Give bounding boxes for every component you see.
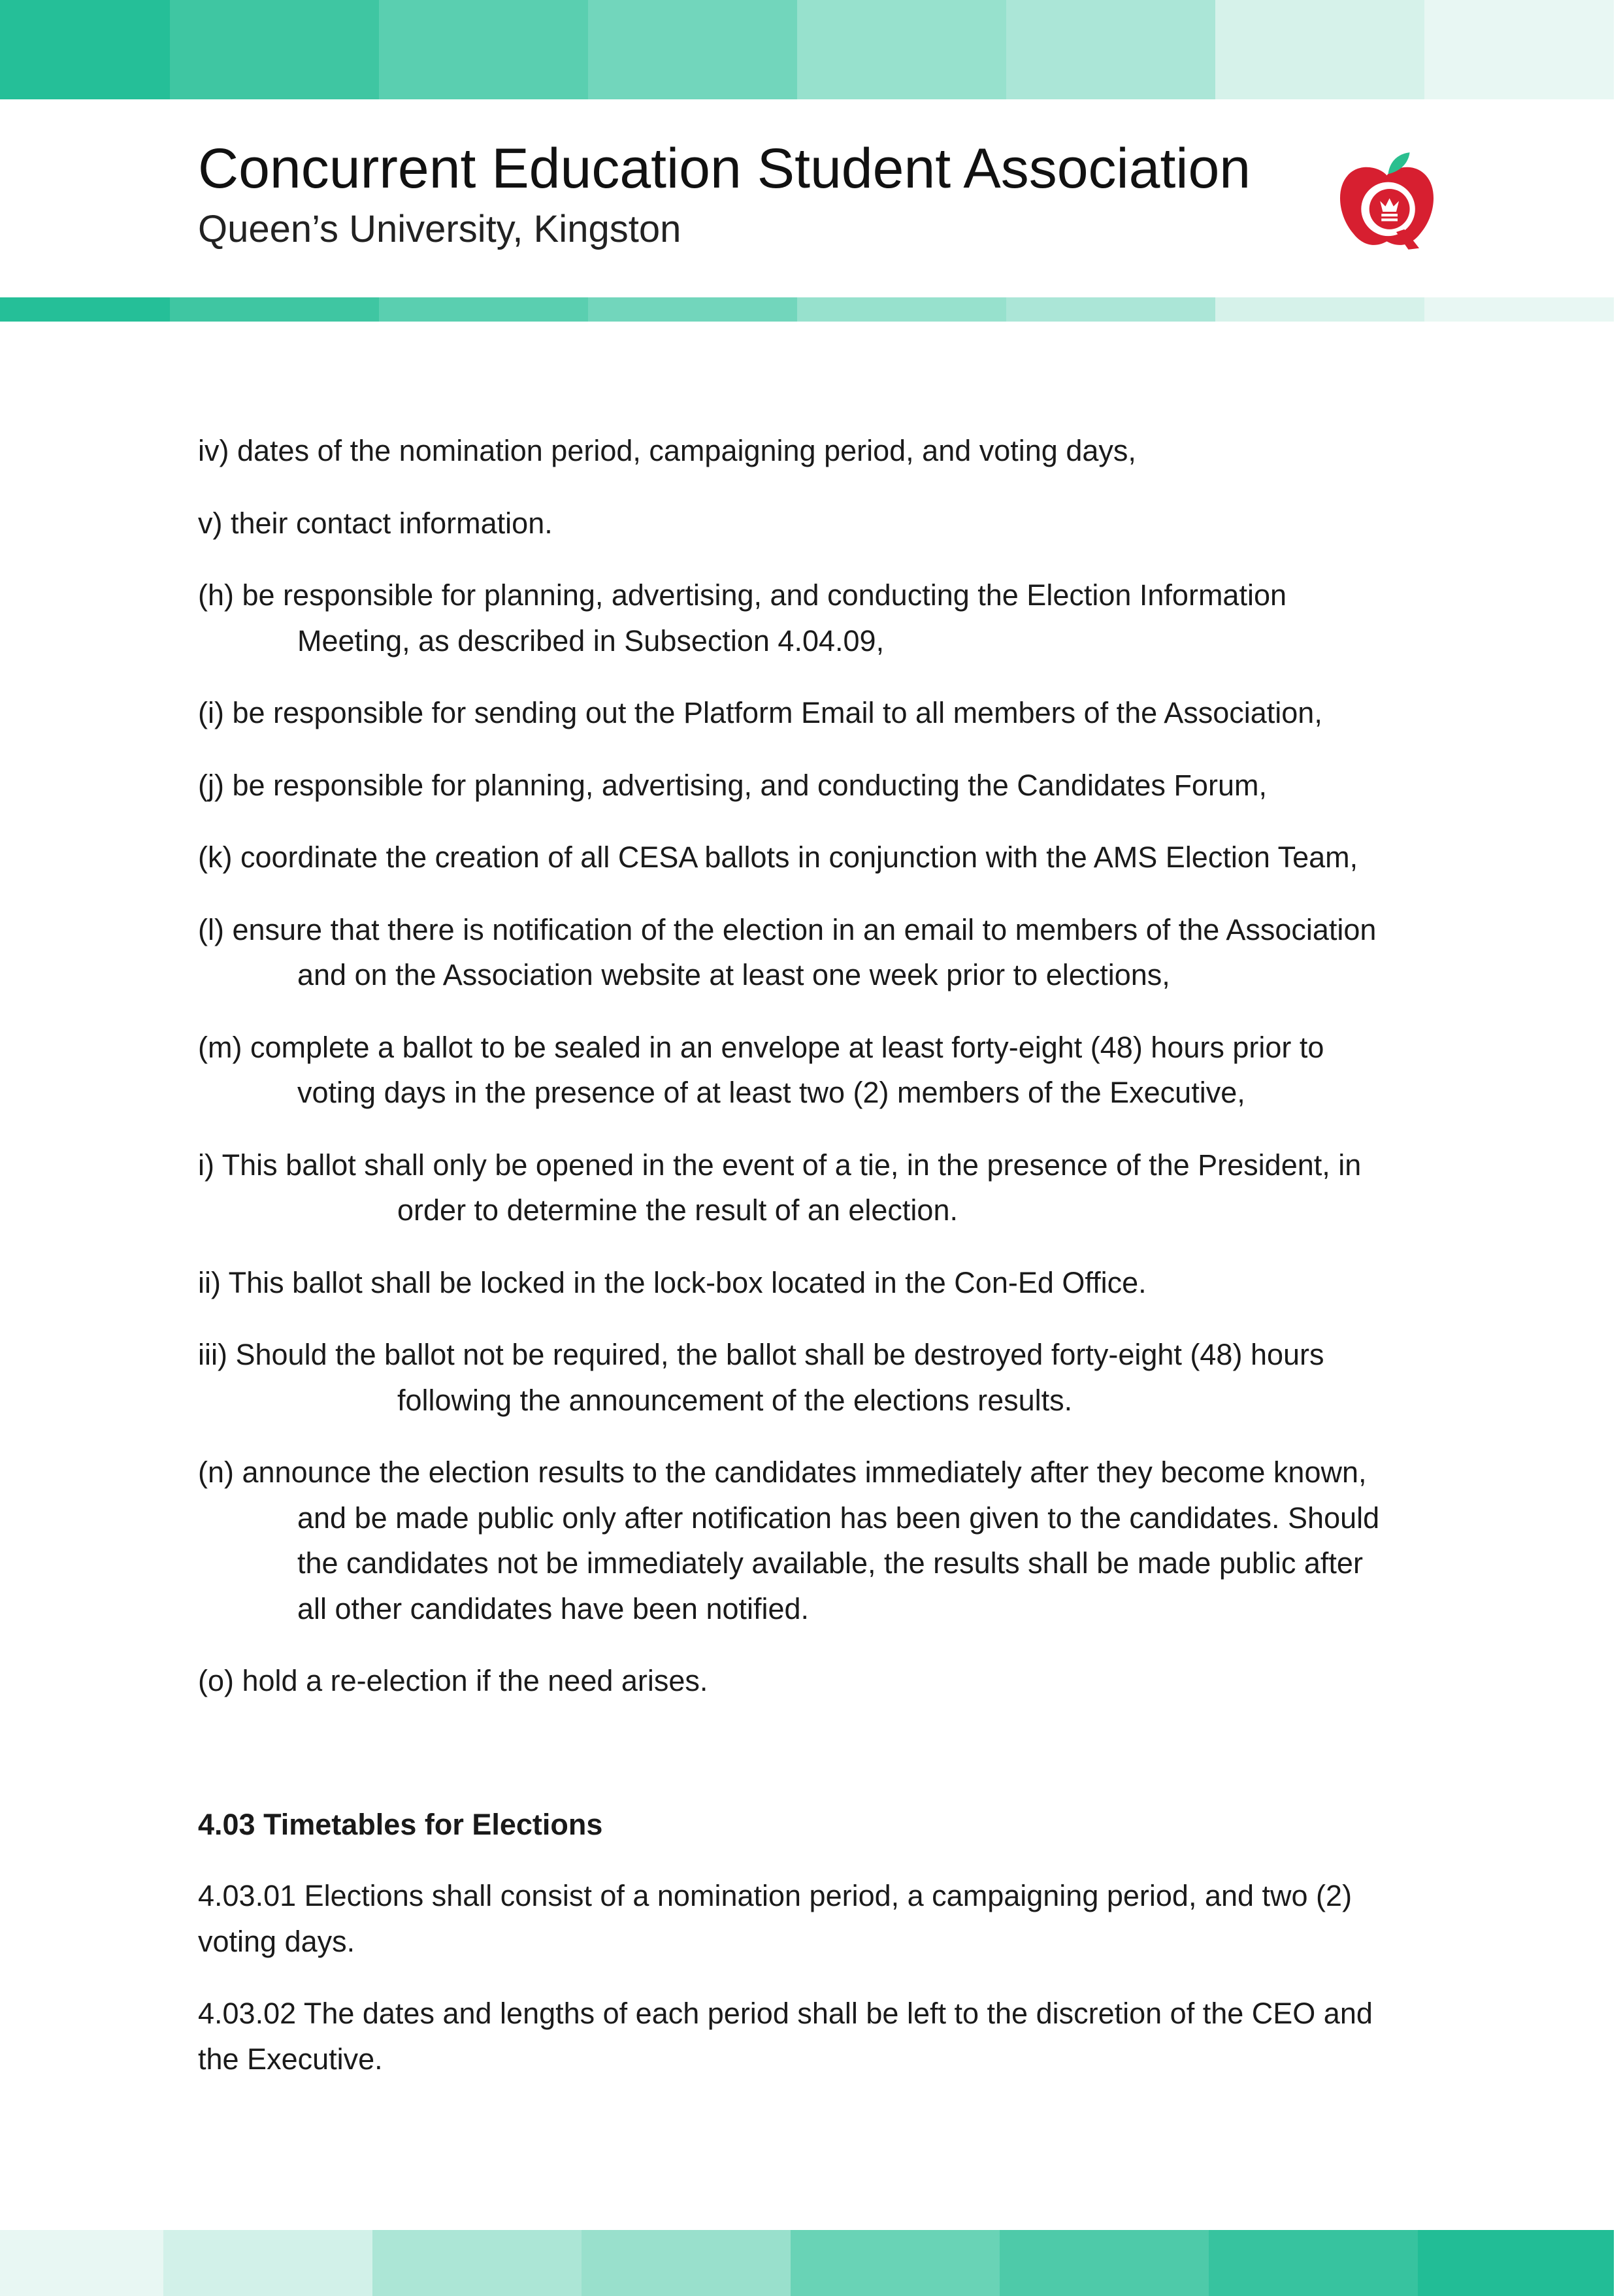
list-item: i) This ballot shall only be opened in the event of a tie, in the presence of the President, in order to determine the result of an election. [198,1148,1362,1227]
list-item: (k) coordinate the creation of all CESA ballots in conjunction with the AMS Election Team, [198,840,1358,874]
header-divider-band [0,297,1614,322]
list-item: (i) be responsible for sending out the Platform Email to all members of the Association, [198,696,1322,729]
top-color-band [0,0,1614,99]
bottom-color-band [0,2230,1614,2296]
list-item: (h) be responsible for planning, advertising, and conducting the Election Information Meeting, as described in Subsection 4.04.09, [198,578,1287,657]
list-item: ii) This ballot shall be locked in the lock-box located in the Con-Ed Office. [198,1265,1147,1299]
list-item: v) their contact information. [198,506,553,540]
list-item: (m) complete a ballot to be sealed in an envelope at least forty-eight (48) hours prior to voting days in the presence of at least two (2) members of the Executive, [198,1030,1324,1109]
section-paragraph: 4.03.01 Elections shall consist of a nomination period, a campaigning period, and two (2) voting days. [198,1879,1352,1958]
list-item: iii) Should the ballot not be required, the ballot shall be destroyed forty-eight (48) hours following the announcement of the elections results. [198,1338,1324,1417]
section-paragraph: 4.03.02 The dates and lengths of each period shall be left to the discretion of the CEO and the Executive. [198,1997,1373,2076]
document-body [198,428,1472,2108]
list-item: (j) be responsible for planning, advertising, and conducting the Candidates Forum, [198,768,1267,802]
page-title: Concurrent Education Student Association [198,137,1251,200]
page-subtitle: Queen’s University, Kingston [198,208,681,250]
list-item: (n) announce the election results to the candidates immediately after they become known, and be made public only after notification has been given to the candidates. Should the candidates not be immediately available, the results shall be made public after all other candidates have been notified. [198,1456,1380,1625]
list-item: (o) hold a re-election if the need arises. [198,1664,708,1697]
apple-crown-logo [1333,147,1441,255]
list-item: iv) dates of the nomination period, campaigning period, and voting days, [198,434,1136,467]
section-heading: 4.03 Timetables for Elections [198,1807,603,1841]
list-item: (l) ensure that there is notification of the election in an email to members of the Association and on the Association website at least one week prior to elections, [198,912,1377,991]
